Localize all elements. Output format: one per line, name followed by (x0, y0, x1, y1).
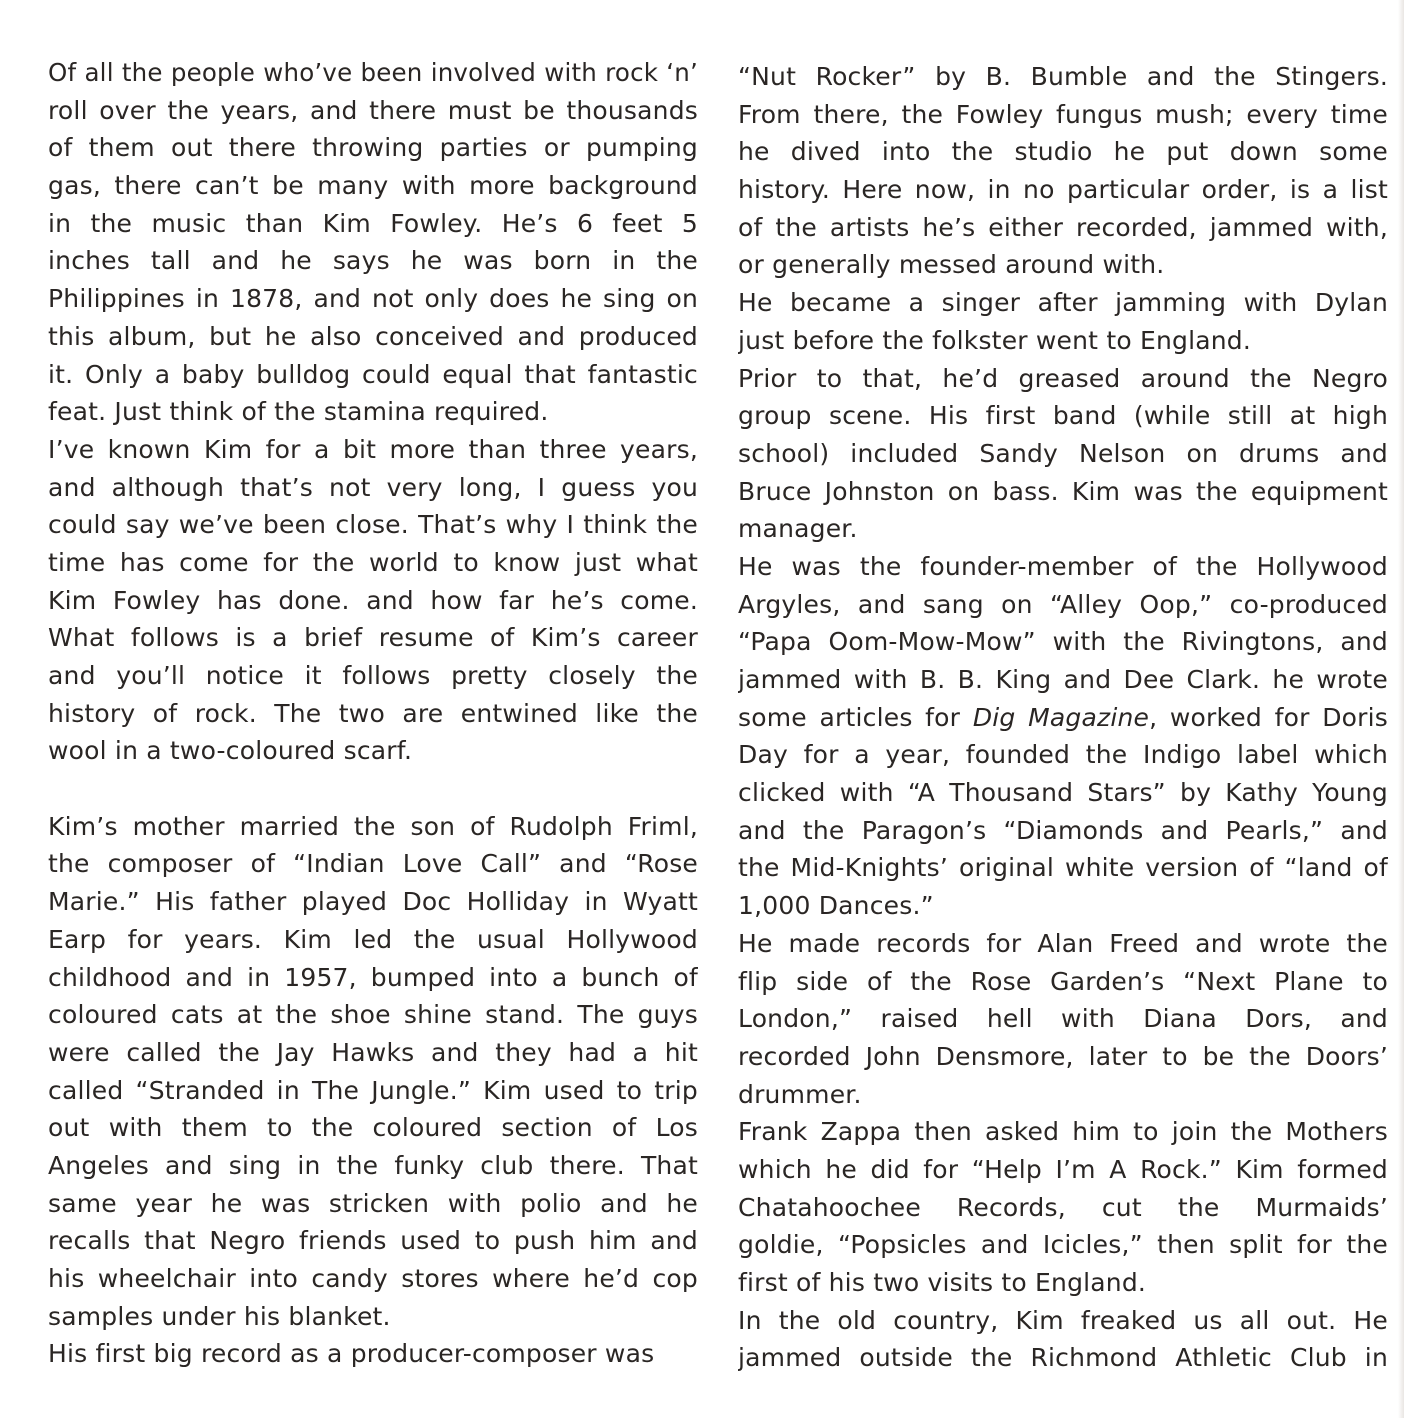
text-line: he dived into the studio he put down some (738, 137, 1388, 167)
text-line: in the music than Kim Fowley. He’s 6 feet 5 (48, 208, 698, 238)
text-line: or generally messed around with. (738, 250, 1165, 280)
text-line: From there, the Fowley fungus mush; every time (738, 99, 1388, 129)
text-line: could say we’ve been close. That’s why I think the (48, 510, 698, 540)
text-line: wool in a two-coloured scarf. (48, 736, 413, 766)
text-line: 1,000 Dances.” (738, 891, 934, 921)
text-line: this album, but he also conceived and produced (48, 321, 698, 351)
text-line: Of all the people who’ve been involved with rock ‘n’ (48, 58, 698, 87)
text-line: which he did for “Help I’m A Rock.” Kim formed (738, 1154, 1388, 1184)
text-line (738, 699, 1388, 737)
text-line: Argyles, and sang on “Alley Oop,” co-produced (738, 589, 1388, 619)
text-line: were called the Jay Hawks and they had a hit (48, 1037, 698, 1067)
text-line: What follows is a brief resume of Kim’s career (48, 623, 698, 653)
text-line: first of his two visits to England. (738, 1268, 1147, 1297)
text-fragment: , worked for Doris (1149, 702, 1388, 732)
text-line: and although that’s not very long, I guess you (48, 472, 698, 502)
text-line: jammed outside the Richmond Athletic Club in (738, 1343, 1388, 1373)
text-line: coloured cats at the shoe shine stand. The guys (48, 1000, 698, 1030)
text-line: Frank Zappa then asked him to join the Mothers (738, 1117, 1388, 1147)
text-line: In the old country, Kim freaked us all out. He (738, 1305, 1388, 1335)
text-line: Philippines in 1878, and not only does he sing on (48, 284, 698, 314)
text-line: time has come for the world to know just what (48, 547, 698, 577)
text-line: Marie.” His father played Doc Holliday in Wyatt (48, 887, 698, 917)
text-line: drummer. (738, 1079, 862, 1109)
text-line: recalls that Negro friends used to push him and (48, 1226, 698, 1256)
text-line: goldie, “Popsicles and Icicles,” then split for the (738, 1230, 1388, 1260)
text-line: history of rock. The two are entwined like the (48, 698, 698, 728)
text-line: group scene. His first band (while still at high (738, 401, 1388, 431)
right-column (738, 58, 1388, 1377)
text-line: inches tall and he says he was born in the (48, 246, 698, 276)
text-line: his wheelchair into candy stores where he’d cop (48, 1264, 698, 1293)
text-line: samples under his blanket. (48, 1301, 391, 1331)
text-line: it. Only a baby bulldog could equal that fantastic (48, 359, 698, 389)
text-line: Chatahoochee Records, cut the Murmaids’ (738, 1192, 1388, 1222)
text-line: Earp for years. Kim led the usual Hollywood (48, 924, 698, 954)
text-line: feat. Just think of the stamina required. (48, 397, 549, 427)
text-line: He made records for Alan Freed and wrote the (738, 928, 1388, 958)
text-line: history. Here now, in no particular order, is a list (738, 175, 1388, 205)
magazine-title: Dig Magazine (972, 702, 1150, 732)
text-line: “Papa Oom-Mow-Mow” with the Rivingtons, and (738, 627, 1388, 657)
text-line: roll over the years, and there must be thousands (48, 95, 698, 125)
text-line: clicked with “A Thousand Stars” by Kathy Young (738, 778, 1388, 808)
text-line: of the artists he’s either recorded, jammed with, (738, 212, 1388, 242)
text-line: flip side of the Rose Garden’s “Next Plane to (738, 966, 1388, 996)
text-line: Bruce Johnston on bass. Kim was the equipment (738, 476, 1388, 506)
text-line: and the Paragon’s “Diamonds and Pearls,” and (738, 815, 1388, 845)
text-line: recorded John Densmore, later to be the Doors’ (738, 1041, 1388, 1071)
text-line: Kim Fowley has done. and how far he’s come. (48, 585, 698, 615)
text-line: just before the folkster went to England. (738, 325, 1251, 355)
text-line: the Mid-Knights’ original white version of “land of (738, 853, 1388, 883)
text-line: Day for a year, founded the Indigo label which (738, 740, 1388, 770)
text-line: manager. (738, 514, 858, 544)
text-line: jammed with B. B. King and Dee Clark. he wrote (738, 665, 1388, 694)
text-line: the composer of “Indian Love Call” and “Rose (48, 849, 698, 879)
text-line: I’ve known Kim for a bit more than three years, (48, 434, 698, 464)
text-line: called “Stranded in The Jungle.” Kim used to trip (48, 1075, 698, 1105)
text-line: Kim’s mother married the son of Rudolph Friml, (48, 811, 698, 841)
text-line: “Nut Rocker” by B. Bumble and the Stingers. (738, 62, 1388, 91)
text-line: He was the founder-member of the Hollywood (738, 551, 1388, 581)
text-line: and you’ll notice it follows pretty closely the (48, 661, 698, 690)
text-line: gas, there can’t be many with more background (48, 171, 698, 201)
text-line: London,” raised hell with Diana Dors, and (738, 1004, 1388, 1034)
text-line: school) included Sandy Nelson on drums and (738, 438, 1388, 468)
text-line: He became a singer after jamming with Dylan (738, 288, 1388, 318)
text-line: Prior to that, he’d greased around the Negro (738, 363, 1388, 393)
text-line: Angeles and sing in the funky club there. That (48, 1150, 698, 1180)
paragraph-gap (48, 770, 698, 808)
text-line: His first big record as a producer-composer was (48, 1339, 655, 1369)
text-line: out with them to the coloured section of Los (48, 1113, 698, 1143)
text-fragment: some articles for (738, 702, 973, 732)
text-line: of them out there throwing parties or pumping (48, 133, 698, 163)
page-edge (1398, 0, 1404, 1418)
text-line: same year he was stricken with polio and he (48, 1188, 698, 1218)
text-line: childhood and in 1957, bumped into a bunch of (48, 962, 698, 992)
left-column (48, 54, 698, 1373)
